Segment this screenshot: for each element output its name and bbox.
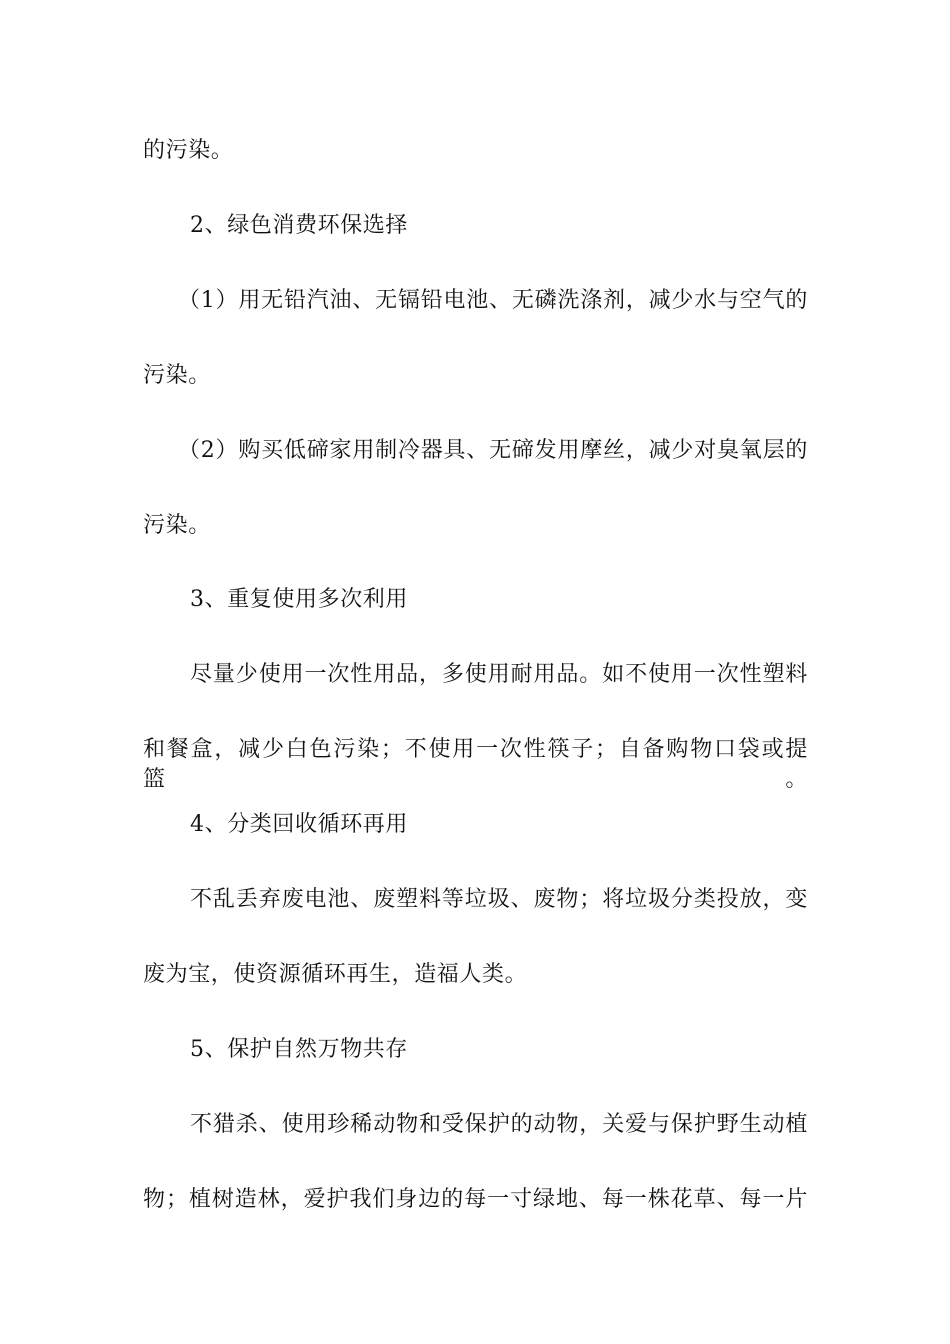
list-item-2-line-1: （2）购买低碲家用制冷器具、无碲发用摩丝，减少对臭氧层的 — [178, 438, 808, 463]
list-item-1-line-1: （1）用无铅汽油、无镉铅电池、无磷洗涤剂，减少水与空气的 — [178, 288, 808, 313]
paragraph-4-line-1: 不乱丢弃废电池、废塑料等垃圾、废物；将垃圾分类投放，变 — [190, 887, 808, 912]
paragraph-3-line-2: 和餐盒，减少白色污染；不使用一次性筷子；自备购物口袋或提篮。 — [143, 737, 808, 792]
paragraph-5-line-1: 不猎杀、使用珍稀动物和受保护的动物，关爱与保护野生动植 — [190, 1112, 808, 1137]
section-heading-3: 3、重复使用多次利用 — [190, 587, 408, 612]
list-item-2-line-2: 污染。 — [143, 513, 211, 538]
paragraph-4-line-2: 废为宝，使资源循环再生，造福人类。 — [143, 962, 528, 987]
list-item-1-line-2: 污染。 — [143, 363, 211, 388]
paragraph-5-line-2: 物；植树造林，爱护我们身边的每一寸绿地、每一株花草、每一片 — [143, 1187, 808, 1212]
section-heading-4: 4、分类回收循环再用 — [190, 812, 408, 837]
section-heading-5: 5、保护自然万物共存 — [190, 1037, 408, 1062]
section-heading-2: 2、绿色消费环保选择 — [190, 213, 408, 238]
paragraph-3-line-1: 尽量少使用一次性用品，多使用耐用品。如不使用一次性塑料 — [190, 662, 808, 687]
paragraph-continuation: 的污染。 — [143, 138, 234, 163]
